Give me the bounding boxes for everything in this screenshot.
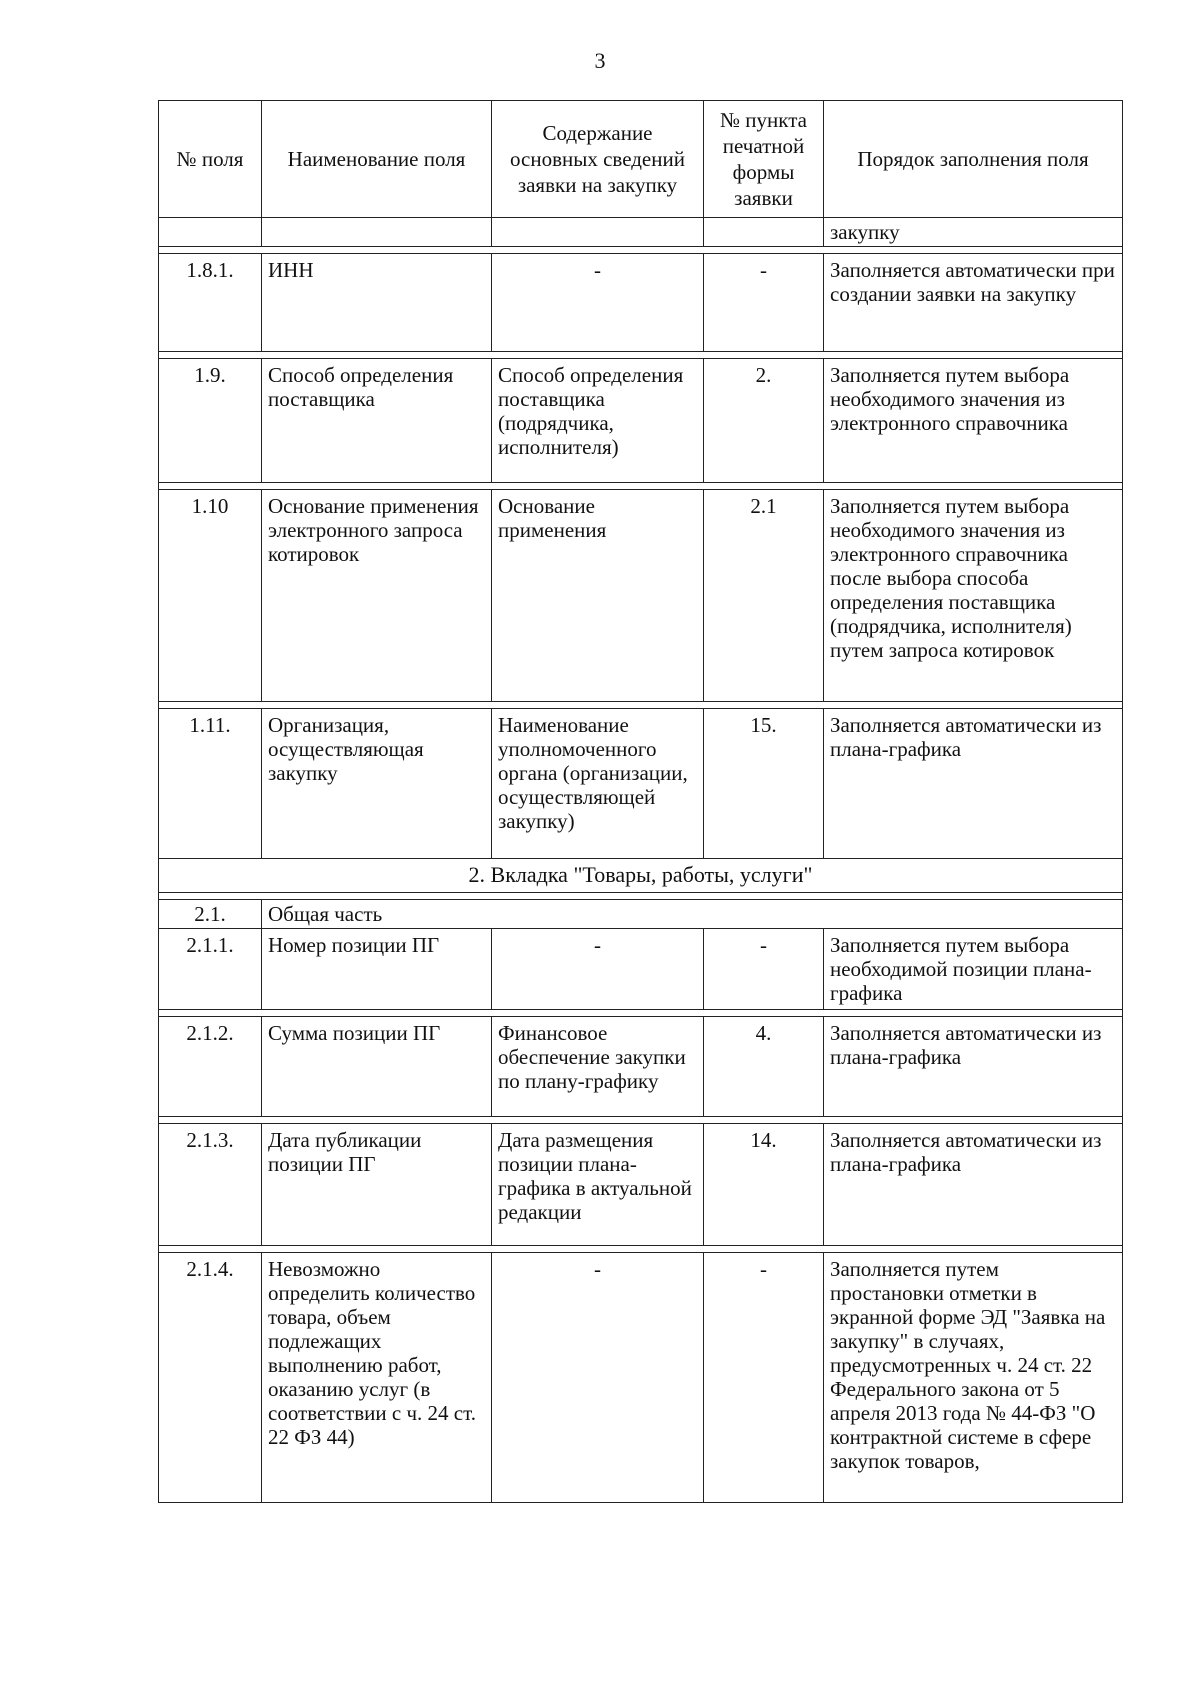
row-fill-order: Заполняется автоматически из плана-графика bbox=[824, 1124, 1123, 1246]
spacer-cell bbox=[159, 893, 1123, 900]
spacer-cell bbox=[159, 1010, 1123, 1017]
table-row bbox=[159, 359, 1123, 483]
empty-cell bbox=[262, 218, 492, 247]
spacer-cell bbox=[159, 1246, 1123, 1253]
row-number: 2.1.3. bbox=[159, 1124, 262, 1246]
row-print-item: - bbox=[704, 1253, 824, 1503]
header-print-item: № пункта печатной формы заявки bbox=[704, 101, 824, 218]
row-field-name: Невозможно определить количество товара, объем подлежащих выполнению работ, оказанию услуг (в соответствии с ч. 24 ст. 22 ФЗ 44) bbox=[262, 1253, 492, 1503]
header-content: Содержание основных сведений заявки на закупку bbox=[492, 101, 704, 218]
empty-cell bbox=[704, 218, 824, 247]
table-row bbox=[159, 929, 1123, 1010]
row-fill-order: Заполняется путем простановки отметки в экранной форме ЭД "Заявка на закупку" в случаях, предусмотренных ч. 24 ст. 22 Федерального закона от 5 апреля 2013 года № 44-ФЗ "О контрактной системе в сфере закупок товаров, bbox=[824, 1253, 1123, 1503]
subsection-number: 2.1. bbox=[159, 900, 262, 929]
table-row bbox=[159, 490, 1123, 702]
row-print-item: 15. bbox=[704, 709, 824, 859]
row-print-item: - bbox=[704, 929, 824, 1010]
spacer-cell bbox=[159, 247, 1123, 254]
row-fill-order: Заполняется автоматически при создании заявки на закупку bbox=[824, 254, 1123, 352]
spacer-cell bbox=[159, 1117, 1123, 1124]
spacer-row bbox=[159, 702, 1123, 709]
row-field-name: Организация, осуществляющая закупку bbox=[262, 709, 492, 859]
row-print-item: - bbox=[704, 254, 824, 352]
row-content: Способ определения поставщика (подрядчика, исполнителя) bbox=[492, 359, 704, 483]
row-number: 2.1.4. bbox=[159, 1253, 262, 1503]
row-print-item: 14. bbox=[704, 1124, 824, 1246]
row-field-name: Номер позиции ПГ bbox=[262, 929, 492, 1010]
header-field-no: № поля bbox=[159, 101, 262, 218]
spacer-row bbox=[159, 893, 1123, 900]
spacer-row bbox=[159, 1117, 1123, 1124]
row-field-name: Основание применения электронного запроса котировок bbox=[262, 490, 492, 702]
table-row bbox=[159, 254, 1123, 352]
row-field-name: Дата публикации позиции ПГ bbox=[262, 1124, 492, 1246]
spacer-row bbox=[159, 483, 1123, 490]
row-number: 2.1.1. bbox=[159, 929, 262, 1010]
spacer-row bbox=[159, 1246, 1123, 1253]
row-fill-order: Заполняется путем выбора необходимого значения из электронного справочника после выбора способа определения поставщика (подрядчика, исполнителя) путем запроса котировок bbox=[824, 490, 1123, 702]
spacer-cell bbox=[159, 702, 1123, 709]
table-row bbox=[159, 709, 1123, 859]
table-header-row bbox=[159, 101, 1123, 218]
row-fill-order: Заполняется путем выбора необходимого значения из электронного справочника bbox=[824, 359, 1123, 483]
row-fill-order: Заполняется автоматически из плана-графика bbox=[824, 709, 1123, 859]
row-content: - bbox=[492, 1253, 704, 1503]
section-title: 2. Вкладка "Товары, работы, услуги" bbox=[159, 859, 1123, 893]
empty-cell bbox=[492, 218, 704, 247]
row-content: Основание применения bbox=[492, 490, 704, 702]
row-content: Дата размещения позиции плана-графика в актуальной редакции bbox=[492, 1124, 704, 1246]
header-fill-order: Порядок заполнения поля bbox=[824, 101, 1123, 218]
spacer-cell bbox=[159, 352, 1123, 359]
row-field-name: Способ определения поставщика bbox=[262, 359, 492, 483]
continuation-row bbox=[159, 218, 1123, 247]
row-number: 1.10 bbox=[159, 490, 262, 702]
row-print-item: 2.1 bbox=[704, 490, 824, 702]
table-row bbox=[159, 1253, 1123, 1503]
subsection-row bbox=[159, 900, 1123, 929]
fields-table bbox=[158, 100, 1123, 1503]
row-print-item: 2. bbox=[704, 359, 824, 483]
header-field-name: Наименование поля bbox=[262, 101, 492, 218]
row-content: - bbox=[492, 929, 704, 1010]
empty-cell bbox=[159, 218, 262, 247]
row-number: 1.9. bbox=[159, 359, 262, 483]
table-row bbox=[159, 1017, 1123, 1117]
table-row bbox=[159, 1124, 1123, 1246]
row-number: 1.8.1. bbox=[159, 254, 262, 352]
row-field-name: ИНН bbox=[262, 254, 492, 352]
row-fill-order: Заполняется путем выбора необходимой позиции плана-графика bbox=[824, 929, 1123, 1010]
row-content: Финансовое обеспечение закупки по плану-графику bbox=[492, 1017, 704, 1117]
row-content: Наименование уполномоченного органа (организации, осуществляющей закупку) bbox=[492, 709, 704, 859]
spacer-cell bbox=[159, 483, 1123, 490]
spacer-row bbox=[159, 352, 1123, 359]
row-content: - bbox=[492, 254, 704, 352]
row-number: 1.11. bbox=[159, 709, 262, 859]
subsection-title: Общая часть bbox=[262, 900, 1123, 929]
row-number: 2.1.2. bbox=[159, 1017, 262, 1117]
row-print-item: 4. bbox=[704, 1017, 824, 1117]
page-number: 3 bbox=[594, 48, 606, 73]
section-row bbox=[159, 859, 1123, 893]
spacer-row bbox=[159, 1010, 1123, 1017]
row-field-name: Сумма позиции ПГ bbox=[262, 1017, 492, 1117]
continuation-text: закупку bbox=[824, 218, 1123, 247]
spacer-row bbox=[159, 247, 1123, 254]
row-fill-order: Заполняется автоматически из плана-графика bbox=[824, 1017, 1123, 1117]
